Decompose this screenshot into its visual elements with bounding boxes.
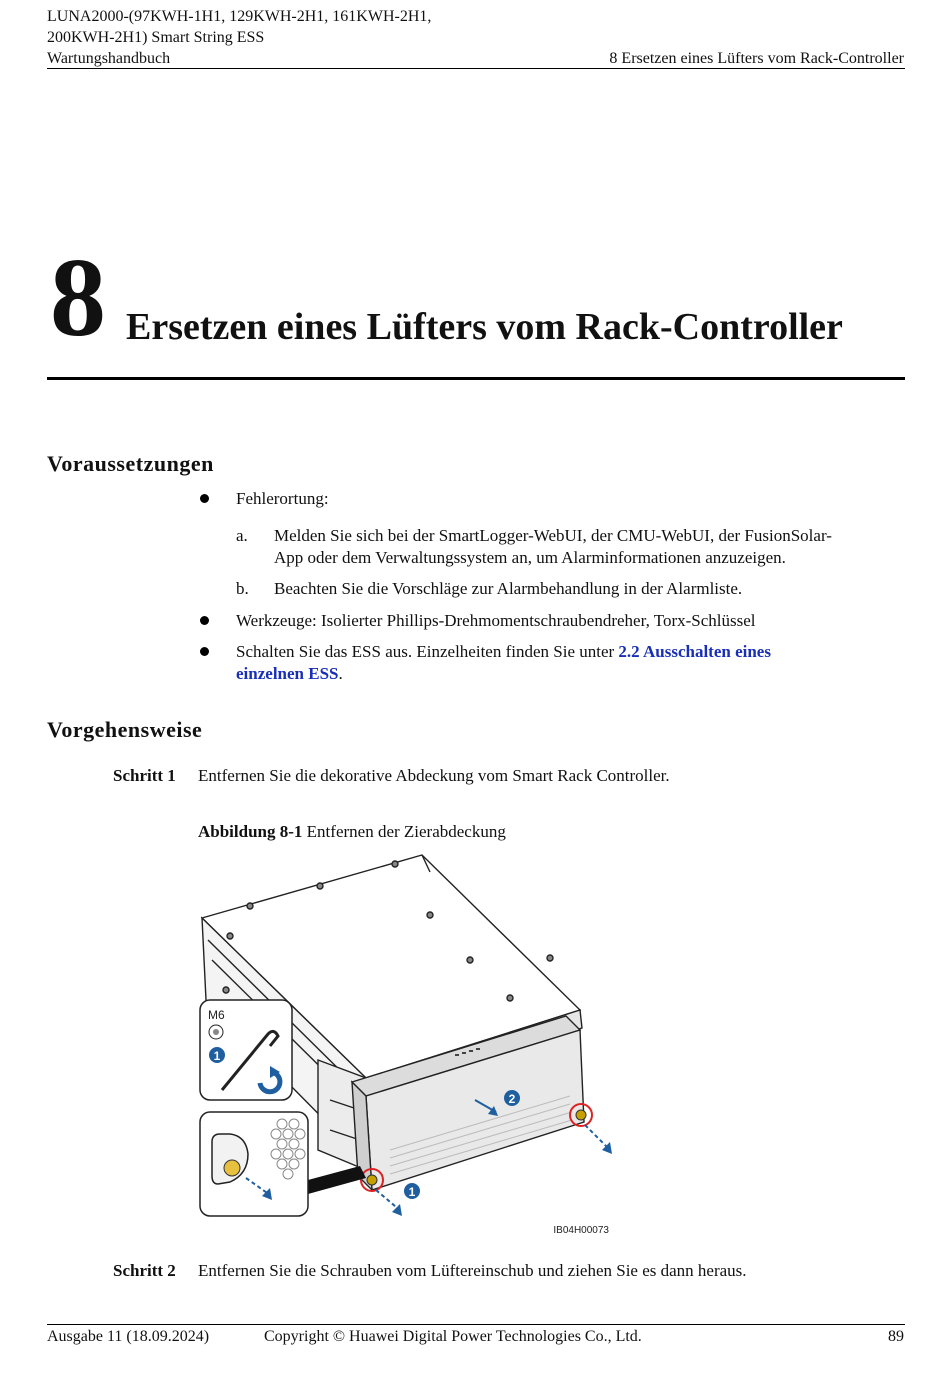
svg-text:1: 1 <box>213 1049 221 1063</box>
step-marker <box>404 1183 420 1199</box>
footer-copyright: Copyright © Huawei Digital Power Technologies Co., Ltd. <box>264 1328 642 1345</box>
figure-id: IB04H00073 <box>553 1225 609 1236</box>
svg-text:2: 2 <box>508 1092 516 1106</box>
chapter-rule <box>47 377 905 380</box>
prereq-power-off-text: Schalten Sie das ESS aus. Einzelheiten finden Sie unter <box>236 642 619 661</box>
sentence-end: . <box>338 664 343 683</box>
figure-caption <box>198 821 506 843</box>
inset-torx-key <box>200 1000 292 1100</box>
prereq-fault-location: Fehlerortung: <box>236 489 329 508</box>
step-a-line2: App oder dem Verwaltungssystem an, um Alarminformationen anzuzeigen. <box>274 548 786 567</box>
inset-m6-label: M6 <box>208 1008 225 1022</box>
step2-label: Schritt 2 <box>113 1261 176 1280</box>
link-einzelnen-ess[interactable]: einzelnen ESS <box>236 664 339 683</box>
step2-text: Entfernen Sie die Schrauben vom Lüftereinschub und ziehen Sie es dann heraus. <box>198 1261 747 1280</box>
chapter-title: Ersetzen eines Lüfters vom Rack-Controller <box>126 306 843 348</box>
link-ausschalten[interactable]: 2.2 Ausschalten eines <box>618 642 771 661</box>
page-number: 89 <box>888 1328 904 1345</box>
document-title <box>47 6 431 69</box>
figure-rack-controller <box>190 850 630 1240</box>
footer-rule <box>47 1324 905 1325</box>
document-title-line1: LUNA2000-(97KWH-1H1, 129KWH-2H1, 161KWH-2H1, <box>47 8 432 25</box>
header-section-ref: 8 Ersetzen eines Lüfters vom Rack-Controller <box>609 50 904 67</box>
bullet-marker <box>200 494 209 503</box>
document-title-line2: 200KWH-2H1) Smart String ESS <box>47 29 265 46</box>
step-a-text <box>274 525 914 569</box>
figure-label: Abbildung 8-1 <box>198 822 303 841</box>
step-a-marker: a. <box>236 526 248 545</box>
manual-type: Wartungshandbuch <box>47 50 171 67</box>
footer-edition: Ausgabe 11 (18.09.2024) <box>47 1328 210 1345</box>
step-marker <box>504 1090 520 1106</box>
bullet-marker <box>200 647 209 656</box>
header-rule <box>47 68 905 69</box>
step1-label: Schritt 1 <box>113 766 176 785</box>
step-a-line1: Melden Sie sich bei der SmartLogger-WebUI, der CMU-WebUI, der FusionSolar- <box>274 526 832 545</box>
step-b-marker: b. <box>236 579 249 598</box>
prereq-power-off <box>236 641 876 685</box>
svg-text:1: 1 <box>408 1185 416 1199</box>
step1-text: Entfernen Sie die dekorative Abdeckung vom Smart Rack Controller. <box>198 766 670 785</box>
bullet-marker <box>200 616 209 625</box>
prereq-tools: Werkzeuge: Isolierter Phillips-Drehmomentschraubendreher, Torx-Schlüssel <box>236 611 756 630</box>
figure-caption-text: Entfernen der Zierabdeckung <box>302 822 506 841</box>
chapter-number: 8 <box>50 236 104 360</box>
procedure-heading: Vorgehensweise <box>47 717 203 742</box>
step-b-text: Beachten Sie die Vorschläge zur Alarmbehandlung in der Alarmliste. <box>274 579 743 598</box>
prerequisites-heading: Voraussetzungen <box>47 451 214 476</box>
